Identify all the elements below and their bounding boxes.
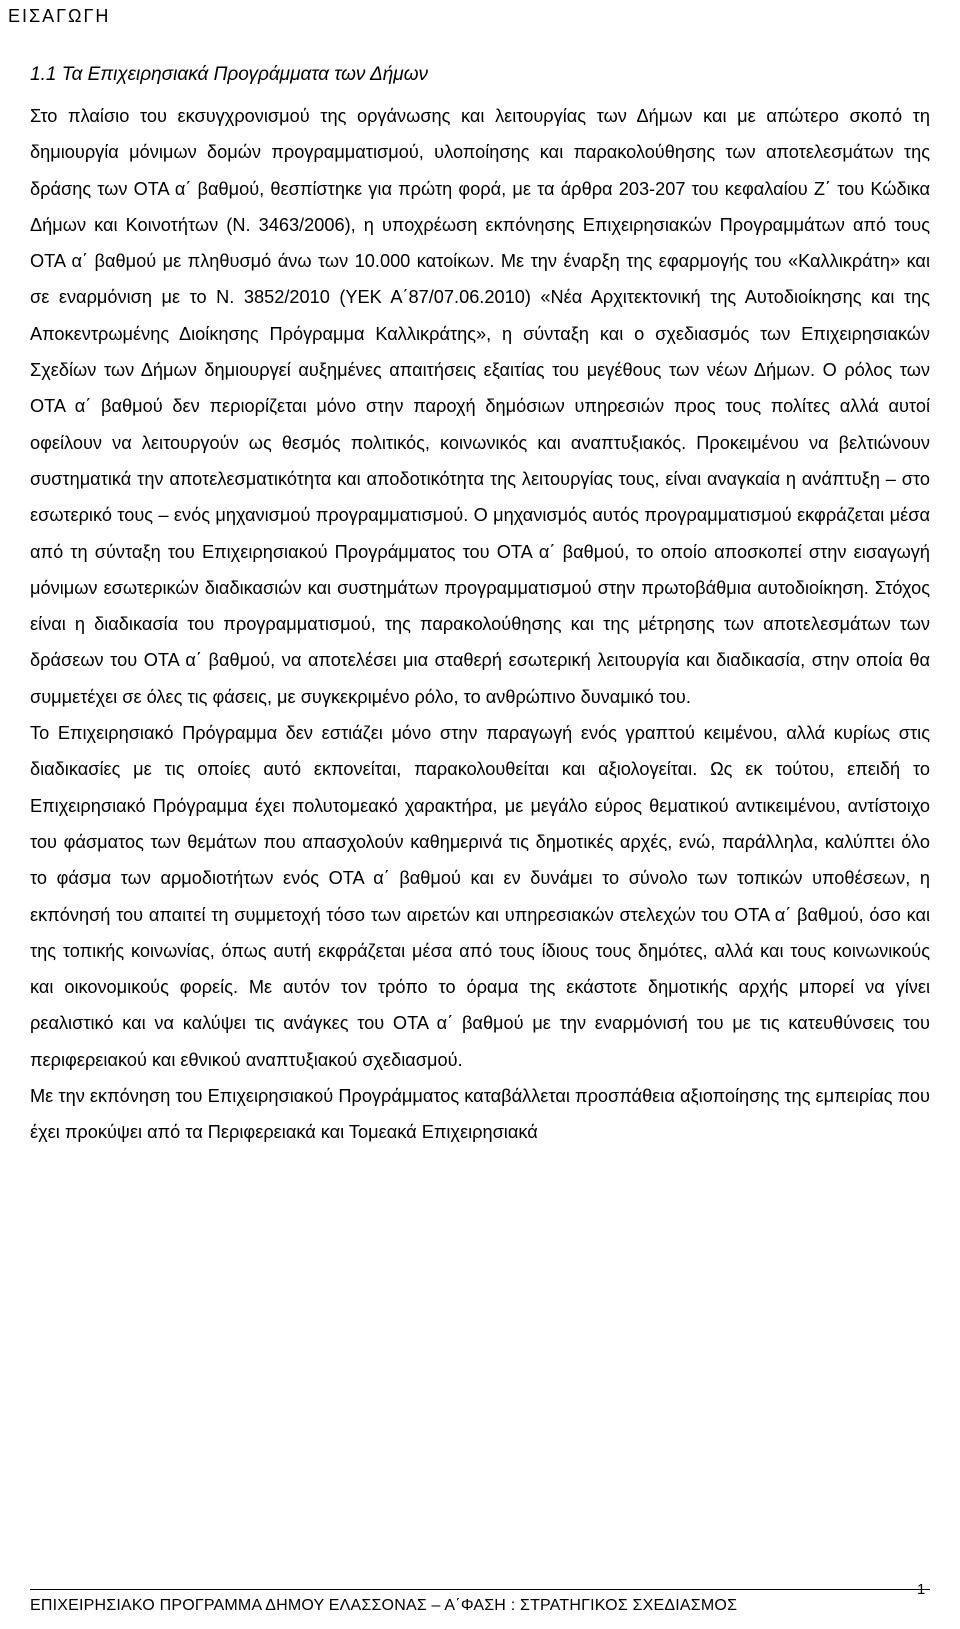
- paragraph-1: Στο πλαίσιο του εκσυγχρονισμού της οργάνωσης και λειτουργίας των Δήμων και με απώτερο σκοπό τη δημιουργία μόνιμων δομών προγραμματισμού, υλοποίησης και παρακολούθησης των αποτελεσμάτων της δράσης των ΟΤΑ α΄ βαθμού, θεσπίστηκε για πρώτη φορά, με τα άρθρα 203-207 του κεφαλαίου Ζ΄ του Κώδικα Δήμων και Κοινοτήτων (Ν. 3463/2006), η υποχρέωση εκπόνησης Επιχειρησιακών Προγραμμάτων από τους ΟΤΑ α΄ βαθμού με πληθυσμό άνω των 10.000 κατοίκων. Με την έναρξη της εφαρμογής του «Καλλικράτη» και σε εναρμόνιση με το Ν. 3852/2010 (ΥΕΚ Α΄87/07.06.2010) «Νέα Αρχιτεκτονική της Αυτοδιοίκησης και της Αποκεντρωμένης Διοίκησης Πρόγραμμα Καλλικράτης», η σύνταξη και ο σχεδιασμός των Επιχειρησιακών Σχεδίων των Δήμων δημιουργεί αυξημένες απαιτήσεις εξαιτίας του μεγέθους των νέων Δήμων. Ο ρόλος των ΟΤΑ α΄ βαθμού δεν περιορίζεται μόνο στην παροχή δημόσιων υπηρεσιών προς τους πολίτες αλλά αυτοί οφείλουν να λειτουργούν ως θεσμός πολιτικός, κοινωνικός και αναπτυξιακός. Προκειμένου να βελτιώνουν συστηματικά την αποτελεσματικότητα και αποδοτικότητα της λειτουργίας τους, είναι αναγκαία η ανάπτυξη – στο εσωτερικό τους – ενός μηχανισμού προγραμματισμού. Ο μηχανισμός αυτός προγραμματισμού εκφράζεται μέσα από τη σύνταξη του Επιχειρησιακού Προγράμματος του ΟΤΑ α΄ βαθμού, το οποίο αποσκοπεί στην εισαγωγή μόνιμων εσωτερικών διαδικασιών και συστημάτων προγραμματισμού στην πρωτοβάθμια αυτοδιοίκηση. Στόχος είναι η διαδικασία του προγραμματισμού, της παρακολούθησης και της μέτρησης των αποτελεσμάτων των δράσεων του ΟΤΑ α΄ βαθμού, να αποτελέσει μια σταθερή εσωτερική λειτουργία και διαδικασία, στην οποία θα συμμετέχει σε όλες τις φάσεις, με συγκεκριμένο ρόλο, το ανθρώπινο δυναμικό του.: [30, 106, 930, 707]
- paragraph-3: Με την εκπόνηση του Επιχειρησιακού Προγράμματος καταβάλλεται προσπάθεια αξιοποίησης της εμπειρίας που έχει προκύψει από τα Περιφερειακά και Τομεακά Επιχειρησιακά: [30, 1086, 930, 1143]
- footer-divider: [30, 1589, 930, 1590]
- body-text: [30, 98, 930, 1151]
- paragraph-2: Το Επιχειρησιακό Πρόγραμμα δεν εστιάζει μόνο στην παραγωγή ενός γραπτού κειμένου, αλλά κυρίως στις διαδικασίες με τις οποίες αυτό εκπονείται, παρακολουθείται και αξιολογείται. Ως εκ τούτου, επειδή το Επιχειρησιακό Πρόγραμμα έχει πολυτομεακό χαρακτήρα, με μεγάλο εύρος θεματικού αντικειμένου, αντίστοιχο του φάσματος των θεμάτων που απασχολούν καθημερινά τις δημοτικές αρχές, ενώ, παράλληλα, καλύπτει όλο το φάσμα των αρμοδιοτήτων ενός ΟΤΑ α΄ βαθμού και εν δυνάμει το σύνολο των τοπικών υποθέσεων, η εκπόνησή του απαιτεί τη συμμετοχή τόσο των αιρετών και υπηρεσιακών στελεχών του ΟΤΑ α΄ βαθμού, όσο και της τοπικής κοινωνίας, όπως αυτή εκφράζεται μέσα από τους ίδιους τους δημότες, αλλά και τους κοινωνικούς και οικονομικούς φορείς. Με αυτόν τον τρόπο το όραμα της εκάστοτε δημοτικής αρχής μπορεί να γίνει ρεαλιστικό και να καλύψει τις ανάγκες του ΟΤΑ α΄ βαθμού με την εναρμόνισή του με τις κατευθύνσεις του περιφερειακού και εθνικού αναπτυξιακού σχεδιασμού.: [30, 723, 930, 1070]
- section-heading: 1.1 Τα Επιχειρησιακά Προγράμματα των Δήμων: [30, 64, 428, 85]
- chapter-title: ΕΙΣΑΓΩΓΗ: [8, 6, 111, 26]
- footer-text: ΕΠΙΧΕΙΡΗΣΙΑΚΟ ΠΡΟΓΡΑΜΜΑ ΔΗΜΟΥ ΕΛΑΣΣΟΝΑΣ – Α΄ΦΑΣΗ : ΣΤΡΑΤΗΓΙΚΟΣ ΣΧΕΔΙΑΣΜΟΣ: [30, 1597, 738, 1614]
- page-number: 1: [917, 1581, 926, 1598]
